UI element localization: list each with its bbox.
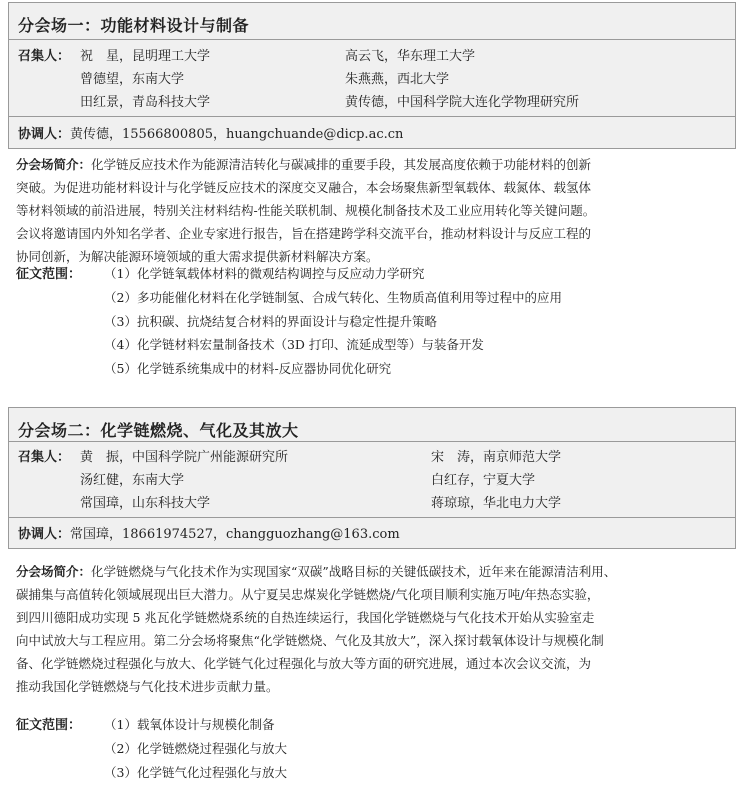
session1-scope-label-wrap (16, 263, 81, 282)
session2-box (8, 407, 736, 549)
session1-convener-left-1: 祝 星，昆明理工大学 (80, 49, 211, 64)
session1-intro (16, 153, 736, 268)
session1-intro-line-4: 会议将邀请国内外知名学者、企业专家进行报告，旨在搭建跨学科交流平台，推动材料设计与反应工程的 (16, 226, 592, 241)
session2-coordinator-divider (9, 517, 735, 518)
session1-intro-line-3: 等材料领域的前沿进展，特别关注材料结构-性能关联机制、规模化制备技术及工业应用转化等关键问题。 (16, 203, 596, 218)
session1-convener-left-2: 曾德望，东南大学 (80, 72, 185, 87)
session2-conveners-label-row (18, 446, 70, 465)
session1-coordinator-value: 黄传德，15566800805，huangchuande@dicp.ac.cn (70, 127, 404, 142)
session2-scope-label-wrap (16, 714, 81, 733)
session2-intro-text-1: 化学链燃烧与气化技术作为实现国家“双碳”战略目标的关键低碳技术，近年来在能源清洁利用、 (91, 564, 617, 579)
session2-convener-left-1: 黄 振，中国科学院广州能源研究所 (80, 450, 289, 465)
session1-convener-right-3: 黄传德，中国科学院大连化学物理研究所 (345, 95, 580, 110)
session2-intro (16, 560, 736, 698)
session2-coordinator-value: 常国璋，18661974527，changguozhang@163.com (70, 527, 400, 542)
session1-scope-item-5: （5）化学链系统集成中的材料-反应器协同优化研究 (104, 361, 392, 376)
session1-convener-right-2: 朱燕燕，西北大学 (345, 72, 450, 87)
session1-scope-item-4: （4）化学链材料宏量制备技术（3D 打印、流延成型等）与装备开发 (104, 337, 484, 352)
session2-conveners-label: 召集人： (18, 450, 71, 465)
session2-intro-label: 分会场简介： (16, 564, 92, 579)
session2-intro-line-6: 推动我国化学链燃烧与气化技术进步贡献力量。 (16, 679, 279, 694)
session2-coordinator-row (18, 523, 400, 542)
session2-scope-item-2: （2）化学链燃烧过程强化与放大 (104, 741, 287, 756)
session1-scope-label: 征文范围： (16, 267, 82, 282)
session2-title: 分会场二：化学链燃烧、气化及其放大 (18, 421, 299, 440)
session1-scope-item-3: （3）抗积碳、抗烧结复合材料的界面设计与稳定性提升策略 (104, 314, 437, 329)
session1-intro-label: 分会场简介： (16, 157, 92, 172)
session2-convener-left-2: 汤红健，东南大学 (80, 473, 185, 488)
session1-title-divider (9, 39, 735, 40)
session2-intro-line-1 (16, 560, 736, 583)
session1-convener-left-3: 田红景，青岛科技大学 (80, 95, 211, 110)
session1-coordinator-divider (9, 116, 735, 117)
session1-convener-right-1: 高云飞，华东理工大学 (345, 49, 476, 64)
session2-scope-label: 征文范围： (16, 718, 82, 733)
session1-conveners-label: 召集人： (18, 49, 71, 64)
session2-convener-right-1: 宋 涛，南京师范大学 (431, 450, 562, 465)
session1-title: 分会场一：功能材料设计与制备 (18, 16, 250, 35)
session1-intro-text-1: 化学链反应技术作为能源清洁转化与碳减排的重要手段，其发展高度依赖于功能材料的创新 (91, 157, 592, 172)
session2-intro-line-4: 向中试放大与工程应用。第二分会场将聚焦“化学链燃烧、气化及其放大”，深入探讨载氧体设计与规模化制 (16, 633, 604, 648)
session1-intro-line-2: 突破。为促进功能材料设计与化学链反应技术的深度交叉融合，本会场聚焦新型氧载体、载氮体、载氢体 (16, 180, 592, 195)
session2-intro-line-5: 备、化学链燃烧过程强化与放大、化学链气化过程强化与放大等方面的研究进展，通过本次会议交流，为 (16, 656, 592, 671)
session1-intro-line-5: 协同创新，为解决能源环境领域的重大需求提供新材料解决方案。 (16, 249, 379, 264)
session1-scope-item-2: （2）多功能催化材料在化学链制氢、合成气转化、生物质高值利用等过程中的应用 (104, 290, 562, 305)
session2-convener-right-3: 蒋琼琼，华北电力大学 (431, 496, 562, 511)
session2-convener-right-2: 白红存，宁夏大学 (431, 473, 536, 488)
session1-coordinator-label: 协调人： (18, 127, 71, 142)
session1-box (8, 2, 736, 149)
session1-conveners-label-row (18, 45, 70, 64)
session2-intro-line-2: 碳捕集与高值转化领域展现出巨大潜力。从宁夏吴忠煤炭化学链燃烧/气化项目顺利实施万吨/年热态实验， (16, 587, 600, 602)
session2-title-divider (9, 441, 735, 442)
session2-scope-item-1: （1）载氧体设计与规模化制备 (104, 717, 275, 732)
session2-coordinator-label: 协调人： (18, 527, 71, 542)
session2-convener-left-3: 常国璋，山东科技大学 (80, 496, 211, 511)
session1-intro-line-1 (16, 153, 736, 176)
session2-intro-line-3: 到四川德阳成功实现 5 兆瓦化学链燃烧系统的自热连续运行，我国化学链燃烧与气化技术开始从实验室走 (16, 610, 595, 625)
session2-scope-item-3: （3）化学链气化过程强化与放大 (104, 765, 287, 780)
session1-scope-item-1: （1）化学链氧载体材料的微观结构调控与反应动力学研究 (104, 266, 425, 281)
session1-coordinator-row (18, 123, 403, 142)
